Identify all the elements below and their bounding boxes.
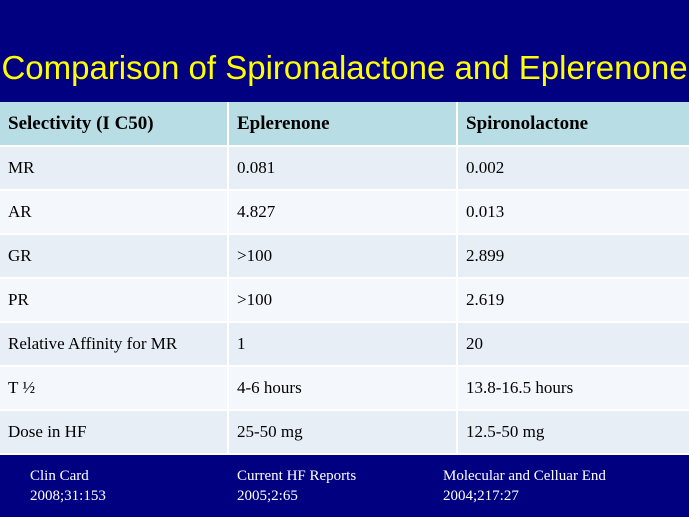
reference-citation: 2004;217:27 — [443, 488, 519, 504]
table-row — [0, 411, 689, 455]
spironolactone-value: 0.002 — [458, 147, 689, 191]
row-label: Relative Affinity for MR — [0, 323, 229, 367]
reference-molecular-celluar-end — [443, 466, 606, 506]
row-label: AR — [0, 191, 229, 235]
row-label: Dose in HF — [0, 411, 229, 455]
references-footer — [0, 455, 689, 517]
reference-clin-card — [30, 466, 106, 506]
slide-title: Comparison of Spironalactone and Eplerenone — [1, 49, 688, 86]
spironolactone-value: 13.8-16.5 hours — [458, 367, 689, 411]
eplerenone-value: 0.081 — [229, 147, 458, 191]
table-row — [0, 279, 689, 323]
row-label: MR — [0, 147, 229, 191]
spironolactone-value: 2.619 — [458, 279, 689, 323]
row-label: T ½ — [0, 367, 229, 411]
reference-current-hf-reports — [237, 466, 356, 506]
table-header-row — [0, 102, 689, 147]
table-row — [0, 235, 689, 279]
reference-journal: Molecular and Celluar End — [443, 468, 606, 484]
eplerenone-value: >100 — [229, 279, 458, 323]
table-row — [0, 323, 689, 367]
eplerenone-value: >100 — [229, 235, 458, 279]
row-label: PR — [0, 279, 229, 323]
eplerenone-value: 1 — [229, 323, 458, 367]
header-eplerenone: Eplerenone — [229, 102, 458, 147]
reference-journal: Current HF Reports — [237, 468, 357, 484]
row-label: GR — [0, 235, 229, 279]
table-row — [0, 367, 689, 411]
spironolactone-value: 0.013 — [458, 191, 689, 235]
table-row — [0, 191, 689, 235]
header-spironolactone: Spironolactone — [458, 102, 689, 147]
header-selectivity: Selectivity (I C50) — [0, 102, 229, 147]
reference-citation: 2005;2:65 — [237, 488, 298, 504]
eplerenone-value: 4.827 — [229, 191, 458, 235]
spironolactone-value: 20 — [458, 323, 689, 367]
reference-citation: 2008;31:153 — [30, 488, 106, 504]
table-row — [0, 147, 689, 191]
reference-journal: Clin Card — [30, 468, 89, 484]
spironolactone-value: 2.899 — [458, 235, 689, 279]
comparison-table — [0, 102, 689, 455]
spironolactone-value: 12.5-50 mg — [458, 411, 689, 455]
eplerenone-value: 4-6 hours — [229, 367, 458, 411]
comparison-table-container — [0, 102, 689, 453]
eplerenone-value: 25-50 mg — [229, 411, 458, 455]
